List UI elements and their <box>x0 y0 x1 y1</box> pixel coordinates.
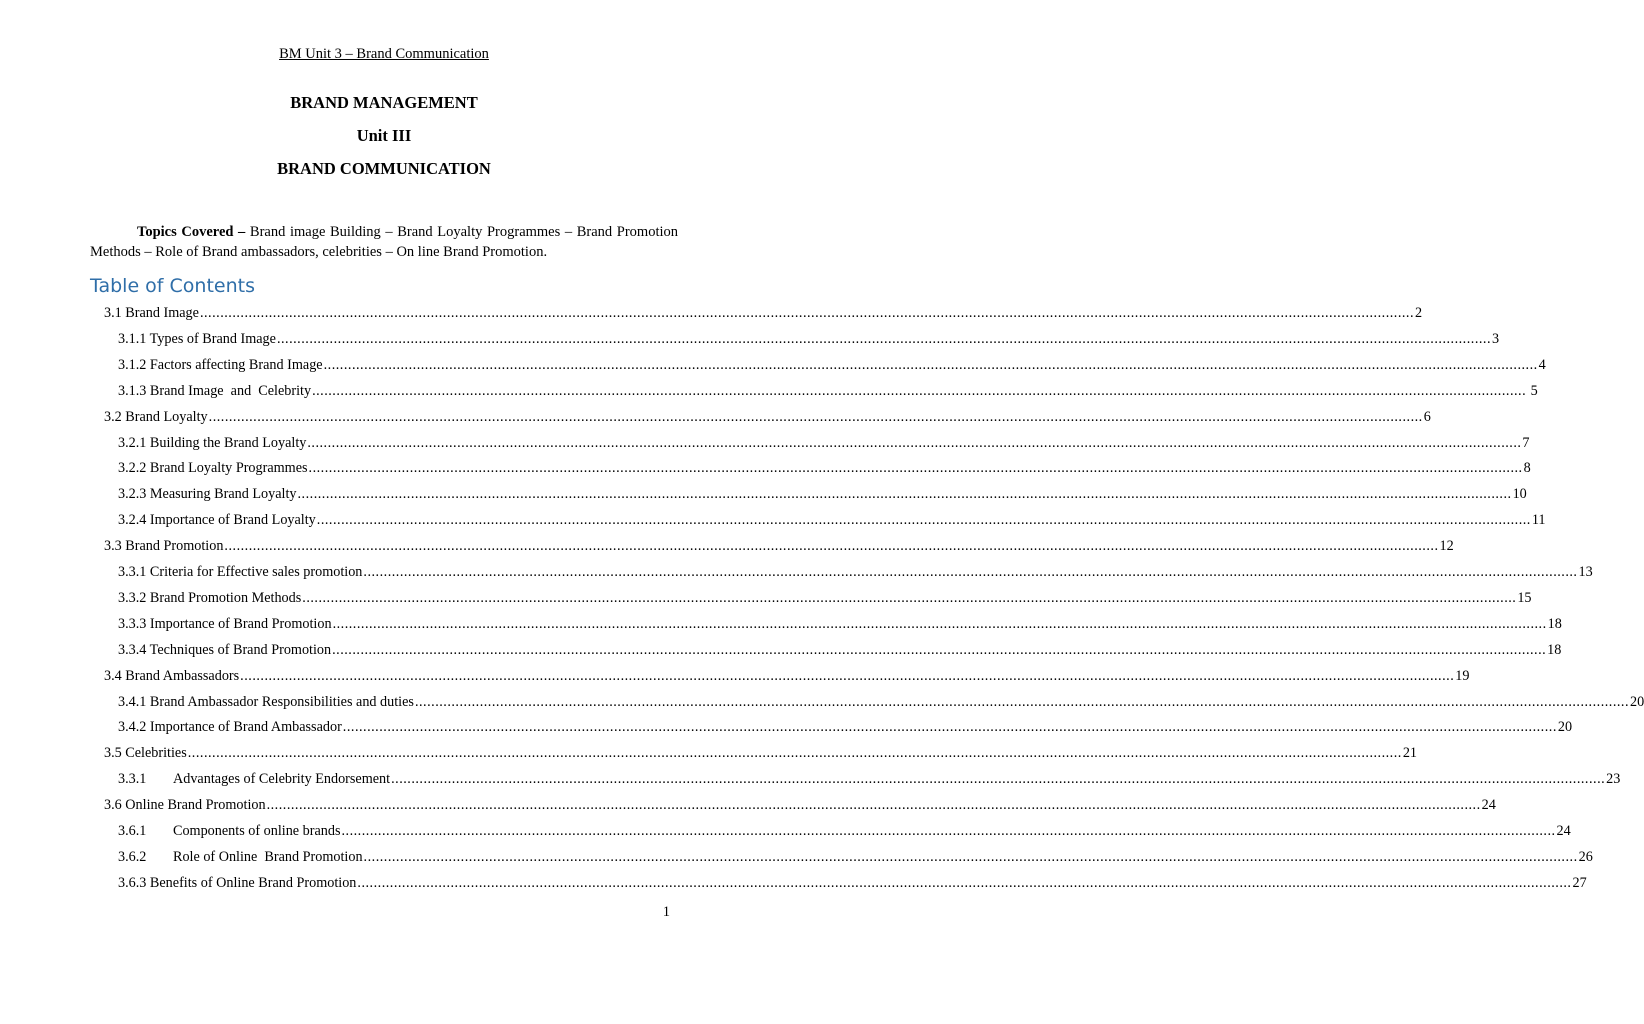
toc-entry[interactable] <box>118 822 1571 840</box>
toc-leader-dots: ............................................................................................................................................................................................................................................................................................................ <box>208 408 1423 425</box>
toc-entry[interactable] <box>118 589 1532 607</box>
toc-entry-text: 3.3.2 Brand Promotion Methods <box>118 589 302 606</box>
toc-entry-label <box>118 615 332 633</box>
toc-entry[interactable] <box>118 848 1593 866</box>
toc-entry-label <box>118 874 356 892</box>
document-title: BRAND MANAGEMENT <box>290 93 478 112</box>
toc-entry[interactable] <box>104 304 1423 322</box>
toc-entry-page: 24 <box>1481 797 1496 814</box>
toc-leader-dots: ............................................................................................................................................................................................................................................................................................................ <box>357 874 1572 891</box>
toc-entry-label <box>118 356 323 374</box>
toc-entry-number: 3.6.2 <box>118 848 147 865</box>
toc-entry-page: 19 <box>1455 667 1470 684</box>
toc-entry-text: 3.2.1 Building the Brand Loyalty <box>118 434 307 451</box>
toc-leader-dots: ............................................................................................................................................................................................................................................................................................................ <box>224 538 1439 555</box>
section-title: BRAND COMMUNICATION <box>277 159 491 178</box>
toc-leader-dots: ............................................................................................................................................................................................................................................................................................................ <box>363 564 1578 580</box>
toc-entry[interactable] <box>118 718 1573 736</box>
toc-entry-page: 20 <box>1557 719 1573 736</box>
toc-leader-dots: ............................................................................................................................................................................................................................................................................................................ <box>240 667 1455 684</box>
toc-entry-label <box>104 744 187 762</box>
toc-entry-page: 6 <box>1423 408 1431 425</box>
toc-entry-label <box>118 434 306 452</box>
toc-entry[interactable] <box>118 615 1562 633</box>
toc-entry-page: 26 <box>1578 848 1593 865</box>
toc-entry-text: 3.2 Brand Loyalty <box>104 408 208 425</box>
toc-entry-page: 7 <box>1522 434 1530 451</box>
toc-entry-page: 12 <box>1439 538 1454 555</box>
unit-title: Unit III <box>356 126 412 145</box>
toc-entry-number: 3.6.1 <box>118 823 147 839</box>
topics-label: Topics Covered – <box>137 224 246 240</box>
toc-entry[interactable] <box>118 382 1538 400</box>
toc-entry-page: 18 <box>1547 615 1562 632</box>
toc-entry-label <box>104 667 239 685</box>
toc-entry-label <box>118 382 311 400</box>
toc-entry[interactable] <box>118 693 1644 711</box>
toc-entry-label <box>118 641 331 659</box>
toc-entry-text: 3.3.4 Techniques of Brand Promotion <box>118 641 332 658</box>
toc-entry-page: 13 <box>1578 564 1593 580</box>
toc-leader-dots: ............................................................................................................................................................................................................................................................................................................ <box>307 434 1522 451</box>
toc-leader-dots: ............................................................................................................................................................................................................................................................................................................ <box>187 745 1402 762</box>
toc-entry-label <box>104 408 208 426</box>
toc-entry-label <box>118 770 390 788</box>
toc-entry-text: 3.1.3 Brand Image and Celebrity <box>118 382 312 399</box>
toc-entry-number: 3.3.1 <box>118 771 147 788</box>
toc-leader-dots: ............................................................................................................................................................................................................................................................................................................ <box>332 641 1547 658</box>
toc-entry[interactable] <box>118 563 1593 581</box>
toc-entry-label <box>104 796 266 814</box>
toc-entry-text: Advantages of Celebrity Endorsement <box>173 771 391 788</box>
toc-entry-page: 21 <box>1402 745 1417 762</box>
toc-entry-label <box>118 511 316 529</box>
toc-entry-text: 3.1.1 Types of Brand Image <box>118 330 276 347</box>
toc-entry-page: 4 <box>1538 356 1546 373</box>
toc-entry-page: 20 <box>1630 693 1644 710</box>
toc-entry[interactable] <box>104 744 1417 762</box>
toc-leader-dots: ............................................................................................................................................................................................................................................................................................................ <box>302 589 1517 606</box>
toc-entry[interactable] <box>118 874 1587 892</box>
toc-entry-page: 27 <box>1572 874 1587 891</box>
toc-entry-text: 3.4.1 Brand Ambassador Responsibilities and duties <box>118 693 414 710</box>
toc-entry[interactable] <box>118 330 1500 348</box>
toc-entry[interactable] <box>118 641 1562 659</box>
toc-leader-dots: ............................................................................................................................................................................................................................................................................................................ <box>297 486 1512 503</box>
toc-leader-dots: ............................................................................................................................................................................................................................................................................................................ <box>316 512 1531 529</box>
toc-entry-label <box>104 304 199 322</box>
toc-leader-dots: ............................................................................................................................................................................................................................................................................................................ <box>312 382 1527 399</box>
toc-entry-label <box>118 459 308 477</box>
toc-entry-page: 18 <box>1547 641 1562 658</box>
toc-entry-text: 3.1 Brand Image <box>104 305 199 321</box>
toc-entry-page: 8 <box>1523 460 1531 477</box>
toc-entry-text: 3.3.1 Criteria for Effective sales promotion <box>118 564 363 580</box>
toc-entry-text: 3.3.3 Importance of Brand Promotion <box>118 615 332 632</box>
toc-leader-dots: ............................................................................................................................................................................................................................................................................................................ <box>276 330 1491 347</box>
toc-entry[interactable] <box>104 667 1470 685</box>
toc-entry-page: 11 <box>1531 512 1546 529</box>
toc-entry[interactable] <box>118 434 1530 452</box>
toc-entry-text: 3.5 Celebrities <box>104 745 187 762</box>
toc-leader-dots: ............................................................................................................................................................................................................................................................................................................ <box>323 356 1538 373</box>
toc-entry-page: 24 <box>1556 823 1571 839</box>
toc-leader-dots: ............................................................................................................................................................................................................................................................................................................ <box>363 848 1578 865</box>
toc-entry[interactable] <box>118 459 1531 477</box>
toc-entry[interactable] <box>118 511 1546 529</box>
toc-entry-page: 5 <box>1527 382 1538 399</box>
toc-entry-page: 23 <box>1606 771 1621 788</box>
toc-entry-page: 10 <box>1512 486 1527 503</box>
toc-entry-label <box>118 822 340 840</box>
toc-entry-text: 3.2.2 Brand Loyalty Programmes <box>118 460 308 477</box>
running-header: BM Unit 3 – Brand Communication <box>279 46 489 62</box>
toc-entry-text: Components of online brands <box>173 823 341 839</box>
toc-entry-label <box>118 848 363 866</box>
toc-leader-dots: ............................................................................................................................................................................................................................................................................................................ <box>266 797 1481 814</box>
toc-entry-text: 3.3 Brand Promotion <box>104 538 224 555</box>
toc-leader-dots: ............................................................................................................................................................................................................................................................................................................ <box>308 460 1523 477</box>
toc-entry-label <box>104 537 223 555</box>
toc-entry-label <box>118 563 362 581</box>
topics-text: Brand image Building – Brand Loyalty Programmes – Brand Promotion Methods – Role of Brand ambassadors, celebrities – On line Brand Promotion. <box>90 224 678 260</box>
topics-covered <box>90 223 678 262</box>
toc-entry[interactable] <box>118 770 1621 788</box>
toc-entry-page: 15 <box>1517 589 1532 606</box>
toc-entry-text: 3.6.3 Benefits of Online Brand Promotion <box>118 874 357 891</box>
toc-entry-text: 3.4 Brand Ambassadors <box>104 667 240 684</box>
toc-entry-text: 3.2.4 Importance of Brand Loyalty <box>118 512 316 529</box>
toc-leader-dots: ............................................................................................................................................................................................................................................................................................................ <box>341 823 1556 839</box>
toc-entry-text: 3.2.3 Measuring Brand Loyalty <box>118 486 297 503</box>
toc-entry[interactable] <box>104 408 1431 426</box>
toc-entry[interactable] <box>118 485 1527 503</box>
toc-heading: Table of Contents <box>90 275 255 297</box>
toc-entry-label <box>118 718 342 736</box>
toc-leader-dots: ............................................................................................................................................................................................................................................................................................................ <box>332 615 1547 632</box>
toc-leader-dots: ............................................................................................................................................................................................................................................................................................................ <box>199 305 1415 321</box>
page-number: 1 <box>662 904 670 920</box>
toc-entry[interactable] <box>104 796 1496 814</box>
toc-entry-page: 3 <box>1492 330 1500 347</box>
toc-entry-label <box>118 693 414 711</box>
toc-entry-text: Role of Online Brand Promotion <box>173 848 363 865</box>
toc-entry-label <box>118 589 301 607</box>
toc-entry[interactable] <box>104 537 1454 555</box>
toc-leader-dots: ............................................................................................................................................................................................................................................................................................................ <box>342 719 1557 736</box>
toc-entry-label <box>118 330 276 348</box>
toc-entry-text: 3.1.2 Factors affecting Brand Image <box>118 356 323 373</box>
toc-leader-dots: ............................................................................................................................................................................................................................................................................................................ <box>414 693 1630 710</box>
toc-leader-dots: ............................................................................................................................................................................................................................................................................................................ <box>391 771 1606 788</box>
toc-entry-page: 2 <box>1415 305 1423 321</box>
toc-entry-text: 3.6 Online Brand Promotion <box>104 797 266 814</box>
toc-entry-text: 3.4.2 Importance of Brand Ambassador <box>118 719 342 736</box>
toc-entry-label <box>118 485 297 503</box>
toc-entry[interactable] <box>118 356 1546 374</box>
